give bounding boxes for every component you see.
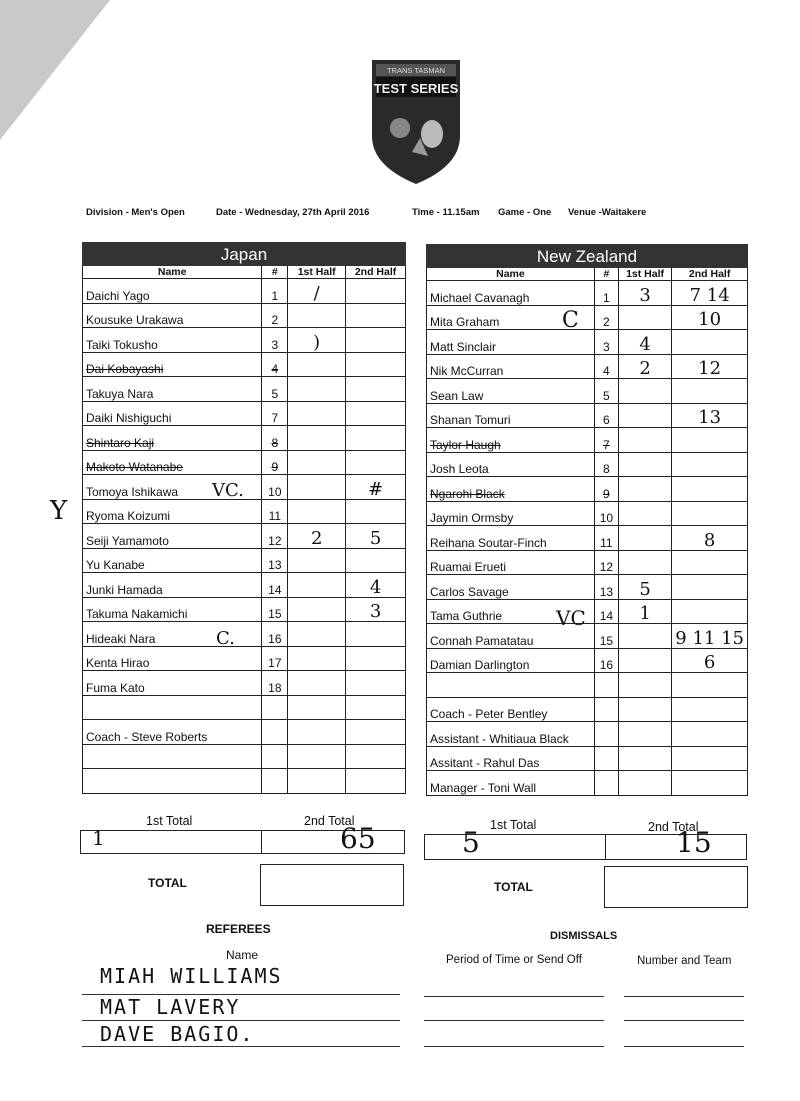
first-half-score: 1 xyxy=(618,599,671,624)
player-row xyxy=(427,599,748,624)
player-row xyxy=(83,426,406,451)
new-zealand-team-sheet xyxy=(426,244,748,796)
folded-corner xyxy=(0,0,110,140)
player-number xyxy=(594,746,618,771)
player-row xyxy=(83,744,406,769)
first-total-box xyxy=(424,834,606,860)
player-number: 10 xyxy=(594,501,618,526)
player-number xyxy=(594,697,618,722)
player-row xyxy=(83,548,406,573)
player-name: Connah Pamatatau xyxy=(427,624,595,649)
player-row xyxy=(427,477,748,502)
player-name: Ngarohi Black xyxy=(427,477,595,502)
player-row xyxy=(427,624,748,649)
player-row xyxy=(83,352,406,377)
player-name: Nik McCurran xyxy=(427,354,595,379)
dismissals-number-label: Number and Team xyxy=(637,955,732,967)
player-number: 17 xyxy=(262,646,288,671)
second-half-score xyxy=(672,452,748,477)
first-half-score xyxy=(618,305,671,330)
first-half-score xyxy=(288,573,346,598)
first-half-score xyxy=(288,720,346,745)
second-half-score: 13 xyxy=(672,403,748,428)
player-name: Shintaro Kaji xyxy=(83,426,262,451)
player-row xyxy=(83,303,406,328)
player-number: 13 xyxy=(262,548,288,573)
player-row xyxy=(427,403,748,428)
second-half-score xyxy=(346,303,406,328)
player-number: 12 xyxy=(262,524,288,549)
second-half-score xyxy=(672,697,748,722)
player-name: Dai Kobayashi xyxy=(83,352,262,377)
player-number: 7 xyxy=(594,428,618,453)
referee-line xyxy=(82,1020,400,1021)
first-half-score: 2 xyxy=(288,524,346,549)
dismissal-line xyxy=(624,996,744,997)
player-row xyxy=(83,622,406,647)
team-title: Japan xyxy=(83,243,406,266)
player-name: Takuma Nakamichi xyxy=(83,597,262,622)
player-row xyxy=(427,379,748,404)
first-half-score xyxy=(618,403,671,428)
second-half-score xyxy=(672,746,748,771)
second-half-score xyxy=(346,401,406,426)
svg-text:TEST SERIES: TEST SERIES xyxy=(373,81,459,96)
second-half-score xyxy=(346,695,406,720)
player-number: 1 xyxy=(262,279,288,304)
first-half-score xyxy=(288,548,346,573)
referee-line xyxy=(82,994,400,995)
second-half-score xyxy=(346,744,406,769)
player-name: Manager - Toni Wall xyxy=(427,771,595,796)
second-half-score xyxy=(672,722,748,747)
player-name: Shanan Tomuri xyxy=(427,403,595,428)
dismissal-line xyxy=(424,1020,604,1021)
player-name: Mita Graham xyxy=(427,305,595,330)
second-half-score xyxy=(346,328,406,353)
dismissals-period-label: Period of Time or Send Off xyxy=(446,954,582,966)
player-row xyxy=(427,452,748,477)
test-series-logo xyxy=(368,56,464,186)
first-half-score xyxy=(288,769,346,794)
player-row xyxy=(427,673,748,698)
player-row xyxy=(427,330,748,355)
dismissal-line xyxy=(624,1020,744,1021)
player-number: 6 xyxy=(594,403,618,428)
player-name: Carlos Savage xyxy=(427,575,595,600)
first-half-score xyxy=(288,377,346,402)
total-box xyxy=(260,864,404,906)
second-half-score xyxy=(672,501,748,526)
player-row xyxy=(83,377,406,402)
first-half-score xyxy=(288,352,346,377)
player-name xyxy=(83,695,262,720)
second-total-box xyxy=(261,830,405,854)
player-name: Ryoma Koizumi xyxy=(83,499,262,524)
player-row xyxy=(83,671,406,696)
first-half-score xyxy=(288,744,346,769)
first-half-score xyxy=(288,499,346,524)
second-half-score xyxy=(346,499,406,524)
first-half-score xyxy=(618,501,671,526)
second-half-score xyxy=(672,575,748,600)
second-half-score xyxy=(346,426,406,451)
first-half-score: / xyxy=(288,279,346,304)
player-number: 4 xyxy=(262,352,288,377)
player-name: Daiki Nishiguchi xyxy=(83,401,262,426)
player-name: Michael Cavanagh xyxy=(427,281,595,306)
player-name xyxy=(83,744,262,769)
first-half-score xyxy=(618,673,671,698)
second-total-value: 15 xyxy=(676,826,712,859)
player-number: 3 xyxy=(262,328,288,353)
second-half-score: 6 xyxy=(672,648,748,673)
dismissal-line xyxy=(424,996,604,997)
first-half-header: 1st Half xyxy=(288,266,346,279)
player-row xyxy=(427,305,748,330)
player-row xyxy=(83,524,406,549)
first-half-score: 4 xyxy=(618,330,671,355)
player-name: Damian Darlington xyxy=(427,648,595,673)
player-row xyxy=(83,597,406,622)
first-total-label: 1st Total xyxy=(490,818,537,832)
first-half-score xyxy=(618,550,671,575)
second-half-score: 3 xyxy=(346,597,406,622)
second-half-score xyxy=(346,671,406,696)
player-number: 8 xyxy=(262,426,288,451)
second-half-score xyxy=(672,771,748,796)
first-total-label: 1st Total xyxy=(146,814,193,828)
player-name: Taiki Tokusho xyxy=(83,328,262,353)
second-half-score xyxy=(672,330,748,355)
player-row xyxy=(83,401,406,426)
vice-captain-mark: VC. xyxy=(212,480,244,501)
player-name: Assistant - Whitiaua Black xyxy=(427,722,595,747)
second-half-score: 10 xyxy=(672,305,748,330)
player-name: Tomoya Ishikawa xyxy=(83,475,262,500)
player-name: Coach - Steve Roberts xyxy=(83,720,262,745)
first-half-score xyxy=(288,426,346,451)
second-half-header: 2nd Half xyxy=(346,266,406,279)
player-number xyxy=(262,769,288,794)
player-name: Takuya Nara xyxy=(83,377,262,402)
player-number xyxy=(262,695,288,720)
second-half-score xyxy=(346,720,406,745)
second-total-value: 65 xyxy=(340,822,376,855)
team-title: New Zealand xyxy=(427,245,748,268)
player-row xyxy=(427,281,748,306)
second-half-score: 12 xyxy=(672,354,748,379)
player-number: 16 xyxy=(594,648,618,673)
player-number: 10 xyxy=(262,475,288,500)
japan-team-sheet xyxy=(82,242,406,794)
player-row xyxy=(427,746,748,771)
number-header: # xyxy=(262,266,288,279)
second-half-score xyxy=(346,769,406,794)
player-number: 11 xyxy=(594,526,618,551)
player-number: 15 xyxy=(594,624,618,649)
player-number: 8 xyxy=(594,452,618,477)
player-row xyxy=(83,499,406,524)
first-half-score xyxy=(288,671,346,696)
second-half-score xyxy=(672,428,748,453)
division: Division - Men's Open xyxy=(86,207,185,218)
player-row xyxy=(427,575,748,600)
first-half-score xyxy=(618,697,671,722)
first-half-score xyxy=(288,303,346,328)
player-name: Fuma Kato xyxy=(83,671,262,696)
referees-title: REFEREES xyxy=(206,922,271,936)
first-half-header: 1st Half xyxy=(618,268,671,281)
player-name: Daichi Yago xyxy=(83,279,262,304)
referee-name-label: Name xyxy=(226,948,259,962)
player-number: 18 xyxy=(262,671,288,696)
player-name: Yu Kanabe xyxy=(83,548,262,573)
second-half-score xyxy=(346,646,406,671)
player-name: Sean Law xyxy=(427,379,595,404)
second-half-header: 2nd Half xyxy=(672,268,748,281)
player-name: Kenta Hirao xyxy=(83,646,262,671)
player-row xyxy=(427,526,748,551)
first-half-score xyxy=(618,746,671,771)
player-name: Seiji Yamamoto xyxy=(83,524,262,549)
first-half-score xyxy=(618,379,671,404)
first-total-value: 1 xyxy=(92,826,105,850)
first-half-score: 5 xyxy=(618,575,671,600)
second-half-score: # xyxy=(346,475,406,500)
first-half-score xyxy=(288,401,346,426)
player-name: Kousuke Urakawa xyxy=(83,303,262,328)
first-half-score xyxy=(618,722,671,747)
player-number xyxy=(594,771,618,796)
dismissal-line xyxy=(424,1046,604,1047)
first-half-score xyxy=(288,646,346,671)
player-number xyxy=(594,673,618,698)
player-name: Matt Sinclair xyxy=(427,330,595,355)
name-header: Name xyxy=(83,266,262,279)
captain-mark: C xyxy=(562,308,579,333)
total-label: TOTAL xyxy=(148,876,187,890)
player-name: Taylor Haugh xyxy=(427,428,595,453)
first-half-score xyxy=(618,428,671,453)
second-half-score xyxy=(346,377,406,402)
dismissals-title: DISMISSALS xyxy=(550,930,618,942)
margin-mark: Y xyxy=(50,496,68,526)
player-name xyxy=(427,673,595,698)
player-number: 14 xyxy=(594,599,618,624)
player-name: Junki Hamada xyxy=(83,573,262,598)
second-half-score: 5 xyxy=(346,524,406,549)
first-half-score xyxy=(618,477,671,502)
second-half-score xyxy=(346,279,406,304)
second-half-score xyxy=(346,548,406,573)
player-number: 2 xyxy=(262,303,288,328)
first-total-value: 5 xyxy=(462,826,480,859)
first-half-score: 3 xyxy=(618,281,671,306)
player-number: 5 xyxy=(262,377,288,402)
player-name: Coach - Peter Bentley xyxy=(427,697,595,722)
player-number: 14 xyxy=(262,573,288,598)
second-half-score xyxy=(672,599,748,624)
second-half-score: 9 11 15 xyxy=(672,624,748,649)
second-half-score xyxy=(346,622,406,647)
second-half-score: 4 xyxy=(346,573,406,598)
first-half-score xyxy=(288,475,346,500)
player-row xyxy=(83,450,406,475)
second-half-score xyxy=(672,477,748,502)
player-name: Reihana Soutar-Finch xyxy=(427,526,595,551)
player-number: 12 xyxy=(594,550,618,575)
player-number: 3 xyxy=(594,330,618,355)
date: Date - Wednesday, 27th April 2016 xyxy=(216,207,370,218)
player-number: 1 xyxy=(594,281,618,306)
first-half-score xyxy=(618,771,671,796)
player-name: Assitant - Rahul Das xyxy=(427,746,595,771)
player-row xyxy=(83,279,406,304)
first-half-score: 2 xyxy=(618,354,671,379)
referee-name-3: DAVE BAGIO. xyxy=(100,1022,255,1046)
player-name: Jaymin Ormsby xyxy=(427,501,595,526)
first-half-score xyxy=(618,452,671,477)
player-number: 9 xyxy=(594,477,618,502)
player-number: 16 xyxy=(262,622,288,647)
vice-captain-mark: VC xyxy=(556,606,586,630)
player-number: 11 xyxy=(262,499,288,524)
time: Time - 11.15am xyxy=(412,207,480,218)
player-number xyxy=(594,722,618,747)
player-row xyxy=(427,771,748,796)
player-number: 13 xyxy=(594,575,618,600)
player-row xyxy=(427,428,748,453)
player-row xyxy=(83,646,406,671)
venue: Venue -Waitakere xyxy=(568,207,647,218)
player-name: Ruamai Erueti xyxy=(427,550,595,575)
captain-mark: C. xyxy=(216,628,235,649)
referee-name-1: MIAH WILLIAMS xyxy=(100,964,283,988)
first-half-score xyxy=(618,624,671,649)
player-row xyxy=(83,573,406,598)
second-half-score: 8 xyxy=(672,526,748,551)
second-total-label: 2nd Total xyxy=(304,814,355,828)
first-half-score xyxy=(288,597,346,622)
second-half-score xyxy=(346,352,406,377)
first-half-score: ) xyxy=(288,328,346,353)
first-half-score xyxy=(288,622,346,647)
second-half-score xyxy=(672,550,748,575)
player-name: Hideaki Nara xyxy=(83,622,262,647)
second-half-score xyxy=(672,379,748,404)
referee-line xyxy=(82,1046,400,1047)
player-number xyxy=(262,744,288,769)
player-row xyxy=(427,501,748,526)
player-row xyxy=(83,475,406,500)
second-half-score: 7 14 xyxy=(672,281,748,306)
first-half-score xyxy=(288,450,346,475)
player-number: 5 xyxy=(594,379,618,404)
player-row xyxy=(83,695,406,720)
player-row xyxy=(83,720,406,745)
player-row xyxy=(427,722,748,747)
player-row xyxy=(427,648,748,673)
first-half-score xyxy=(618,648,671,673)
player-number: 4 xyxy=(594,354,618,379)
player-name xyxy=(83,769,262,794)
game: Game - One xyxy=(498,207,552,218)
first-total-box xyxy=(80,830,262,854)
player-name: Tama Guthrie xyxy=(427,599,595,624)
second-half-score xyxy=(346,450,406,475)
player-number: 7 xyxy=(262,401,288,426)
player-number: 2 xyxy=(594,305,618,330)
player-name: Makoto Watanabe xyxy=(83,450,262,475)
player-row xyxy=(427,354,748,379)
player-name: Josh Leota xyxy=(427,452,595,477)
player-number: 15 xyxy=(262,597,288,622)
total-label: TOTAL xyxy=(494,880,533,894)
number-header: # xyxy=(594,268,618,281)
referee-name-2: MAT LAVERY xyxy=(100,995,241,1019)
first-half-score xyxy=(618,526,671,551)
player-number xyxy=(262,720,288,745)
player-row xyxy=(427,550,748,575)
second-half-score xyxy=(672,673,748,698)
name-header: Name xyxy=(427,268,595,281)
player-row xyxy=(427,697,748,722)
player-row xyxy=(83,769,406,794)
dismissal-line xyxy=(624,1046,744,1047)
player-number: 9 xyxy=(262,450,288,475)
player-row xyxy=(83,328,406,353)
svg-text:TRANS TASMAN: TRANS TASMAN xyxy=(386,66,446,75)
second-total-label: 2nd Total xyxy=(648,820,699,834)
total-box xyxy=(604,866,748,908)
first-half-score xyxy=(288,695,346,720)
